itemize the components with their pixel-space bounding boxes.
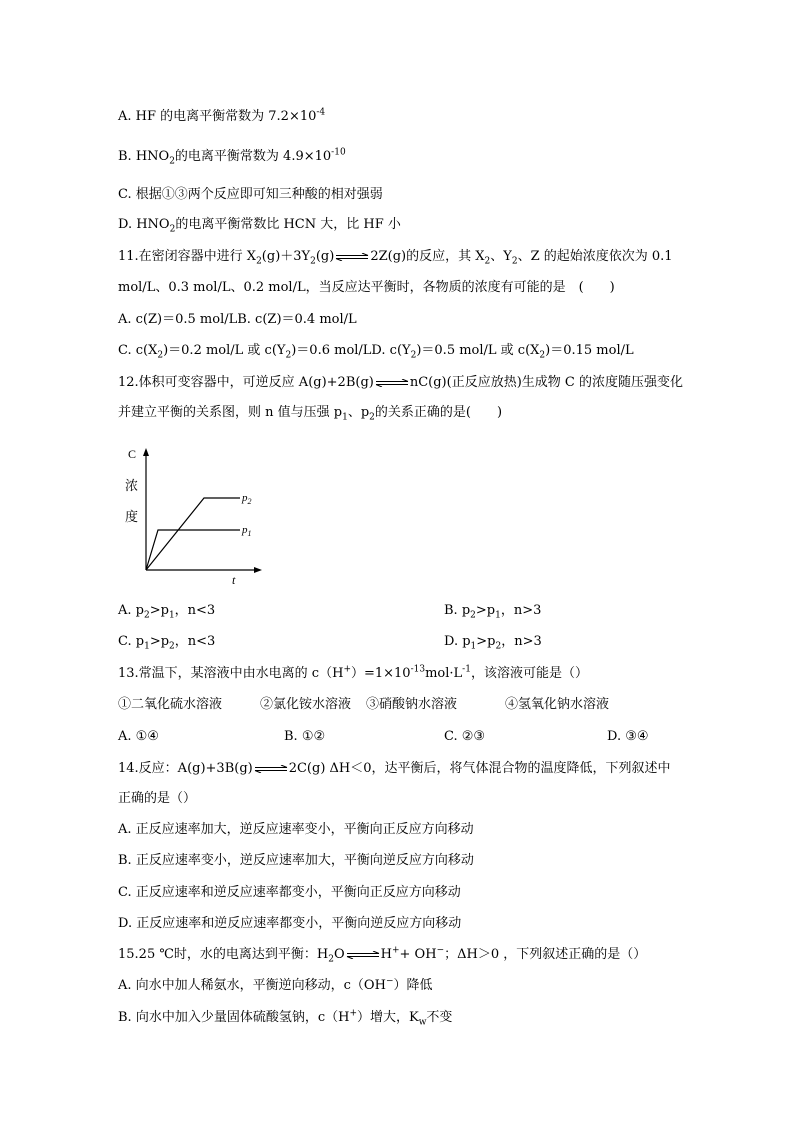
q15-stem: 15.25 ℃时，水的电离达到平衡：$H_2O$ H++ OH−；ΔH＞0 ，下列叙述正确的是（） (118, 945, 647, 965)
q13-item-3: ③硝酸钠水溶液 (366, 697, 458, 712)
q13-item-1: ①二氧化硫水溶液 (118, 697, 223, 712)
label-p2: $p_2$ (242, 492, 252, 506)
q10-option-a: A. HF 的电离平衡常数为 $7.2\times 10^{-4}$ (118, 107, 326, 124)
q14-option-a: A. 正反应速率加大，逆反应速率变小，平衡向正反应方向移动 (118, 822, 474, 837)
q10-option-c: C. 根据①③两个反应即可知三种酸的相对强弱 (118, 187, 383, 202)
reversible-arrow-icon (254, 765, 288, 773)
q11-options-cd: C. $c(X_2)=0.2$ mol/L 或 $c(Y_2)=0.6$ mol/LD. $c(Y_2)=0.5$ mol/L 或 $c(X_2)=0.15$ mol/L (118, 343, 634, 361)
q15-option-a: A. 向水中加人稀氨水，平衡逆向移动，c（OH−）降低 (118, 976, 433, 993)
curve-p1 (146, 530, 240, 570)
y-axis-arrow (143, 448, 149, 456)
y-label-char1: 浓 (125, 479, 139, 494)
q12-option-d: D. $p_1>p_2$，n>3 (444, 634, 542, 652)
q13-item-2: ②氯化铵水溶液 (260, 697, 352, 712)
x-label-t: t (232, 573, 236, 587)
q15-option-b: B. 向水中加入少量固体硫酸氢钠，c（H+）增大，$K_w$不变 (118, 1008, 453, 1028)
q12-option-c: C. $p_1>p_2$，n<3 (118, 634, 216, 652)
q13-item-4: ④氢氧化钠水溶液 (505, 697, 610, 712)
q12-stem-line2: 并建立平衡的关系图，则 n 值与压强 $p_1$、$p_2$的关系正确的是( ) (118, 405, 503, 423)
label-p1: $p_1$ (242, 524, 252, 538)
q11-stem-line1: 11.在密闭容器中进行 $X_2(g)+3Y_2(g)$ 2Z(g)的反应，其 $X_2$、$Y_2$、Z 的起始浓度依次为 0.1 (118, 249, 673, 267)
y-label-char2: 度 (125, 510, 139, 525)
q14-stem-line2: 正确的是（） (118, 791, 197, 806)
q13-option-c: C. ②③ (444, 729, 486, 744)
q10-option-b: B. $HNO_2$的电离平衡常数为 $4.9\times 10^{-10}$ (118, 147, 346, 167)
q11-options-ab: A. c(Z)＝0.5 mol/LB. c(Z)＝0.4 mol/L (118, 312, 357, 327)
x-axis-arrow (254, 567, 262, 573)
reversible-arrow-icon (346, 951, 380, 959)
curve-p2 (146, 498, 240, 570)
q12-option-b: B. $p_2>p_1$，n>3 (444, 603, 542, 621)
concentration-time-graph (118, 442, 268, 592)
q14-option-c: C. 正反应速率和逆反应速率都变小，平衡向正反应方向移动 (118, 885, 461, 900)
q10-option-d: D. $HNO_2$的电离平衡常数比 HCN 大，比 HF 小 (118, 217, 401, 235)
q13-stem: 13.常温下，某溶液中由水电离的 $c(H^+)=1\times 10^{-13}mol\cdot L^{-1}$，该溶液可能是（） (118, 664, 588, 681)
reversible-arrow-icon (335, 253, 369, 261)
q11-stem-line2: mol/L、0.3 mol/L、0.2 mol/L，当反应达平衡时，各物质的浓度有可能的是 ( ) (118, 280, 615, 295)
q13-option-d: D. ③④ (607, 729, 649, 744)
q14-option-b: B. 正反应速率变小，逆反应速率加大，平衡向逆反应方向移动 (118, 853, 474, 868)
q13-option-a: A. ①④ (118, 729, 159, 744)
q14-option-d: D. 正反应速率和逆反应速率都变小，平衡向逆反应方向移动 (118, 916, 462, 931)
q12-option-a: A. $p_2>p_1$，n<3 (118, 603, 216, 621)
q13-option-b: B. ①② (284, 729, 326, 744)
reversible-arrow-icon (375, 379, 409, 387)
y-label-c: C (128, 447, 137, 461)
q12-stem-line1: 12.体积可变容器中，可逆反应 A(g)+2B(g) nC(g)(正反应放热)生成物 C 的浓度随压强变化 (118, 375, 683, 390)
q14-stem-line1: 14.反应：A(g)+3B(g) 2C(g) ΔH＜0，达平衡后，将气体混合物的温度降低，下列叙述中 (118, 761, 671, 776)
